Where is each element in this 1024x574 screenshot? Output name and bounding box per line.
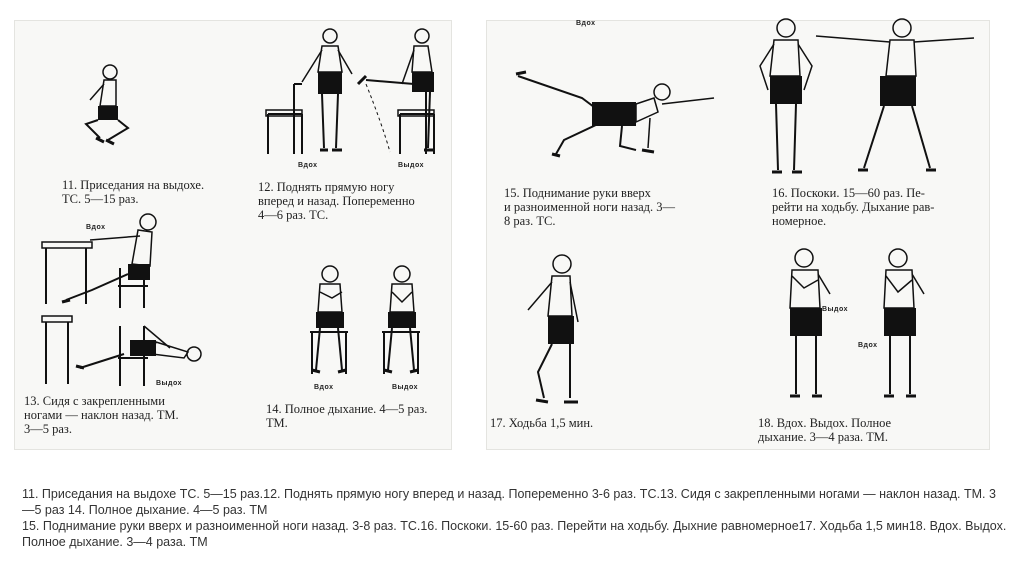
exercise-17-caption: 17. Ходьба 1,5 мин. bbox=[490, 416, 594, 430]
exercise-16-caption: 16. Поскоки. 15—60 раз. Пе- рейти на ходьбу. Дыхание рав- номерное. bbox=[772, 186, 935, 228]
figure-breathing bbox=[770, 244, 930, 404]
label-exhale: Выдох bbox=[156, 380, 182, 387]
label-inhale: Вдох bbox=[858, 342, 878, 349]
description-line-1: 11. Приседания на выдохе ТС. 5—15 раз.12. Поднять прямую ногу вперед и назад. Попеременно 3-6 раз. ТС.13. Сидя с закрепленными ногами — наклон назад. ТМ. 3—5 раз 14. Полное дыхание. 4—5 раз. ТМ bbox=[22, 487, 996, 517]
figure-kneeling-raise bbox=[512, 62, 722, 168]
label-inhale: Вдох bbox=[86, 224, 106, 231]
figure-squat bbox=[78, 58, 138, 150]
description-text bbox=[22, 486, 1007, 550]
label-exhale: Выдох bbox=[822, 306, 848, 313]
figure-walking bbox=[516, 252, 596, 408]
exercise-13-caption: 13. Сидя с закрепленными ногами — наклон назад. ТМ. 3—5 раз. bbox=[24, 394, 179, 436]
exercise-11-caption: 11. Приседания на выдохе. ТС. 5—15 раз. bbox=[62, 178, 205, 206]
label-exhale: Выдох bbox=[392, 384, 418, 391]
label-exhale: Выдох bbox=[398, 162, 424, 169]
exercise-14-caption: 14. Полное дыхание. 4—5 раз. ТМ. bbox=[266, 402, 428, 430]
label-inhale: Вдох bbox=[298, 162, 318, 169]
exercise-15-caption: 15. Поднимание руки вверх и разноименной ноги назад. 3— 8 раз. ТС. bbox=[504, 186, 676, 228]
figure-seated-breathing bbox=[298, 262, 438, 382]
label-inhale: Вдох bbox=[576, 20, 596, 27]
label-inhale: Вдох bbox=[314, 384, 334, 391]
exercise-18-caption: 18. Вдох. Выдох. Полное дыхание. 3—4 раза. ТМ. bbox=[758, 416, 892, 444]
description-line-2: 15. Поднимание руки вверх и разноименной ноги назад. 3-8 раз. ТС.16. Поскоки. 15-60 раз. Перейти на ходьбу. Дыхние равномерное17. Ходьба 1,5 мин18. Вдох. Выдох. Полное дыхание. 3—4 раза. ТМ bbox=[22, 519, 1007, 549]
exercise-12-caption: 12. Поднять прямую ногу вперед и назад. Попеременно 4—6 раз. ТС. bbox=[258, 180, 415, 222]
figure-seated-lean bbox=[40, 208, 210, 390]
figure-leg-raise bbox=[262, 24, 450, 158]
figure-jumps bbox=[746, 14, 976, 178]
